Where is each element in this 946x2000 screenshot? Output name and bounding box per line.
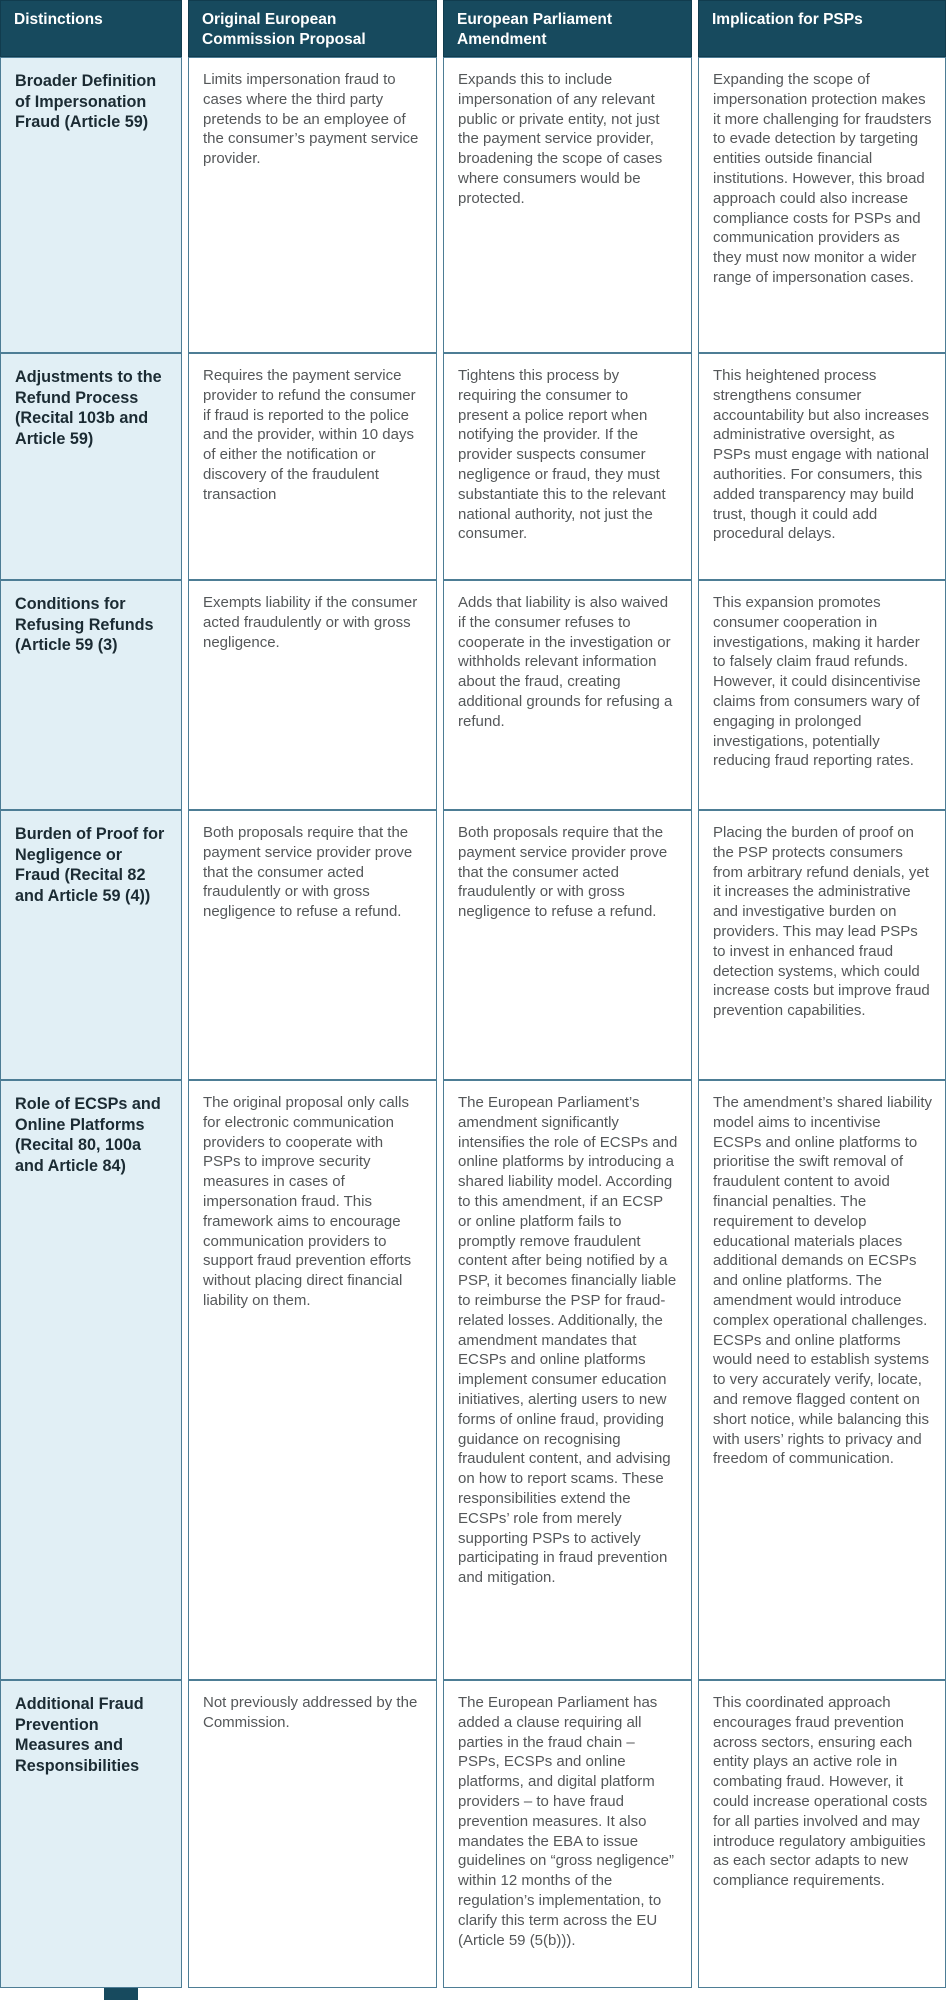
cell-parliament-refusing-refunds: Adds that liability is also waived if the consumer refuses to cooperate in the investigation or withholds relevant information about the fraud, creating additional grounds for refusing a refund. (443, 580, 692, 810)
row-label-additional-fraud-prevention: Additional Fraud Prevention Measures and Responsibilities (0, 1680, 182, 1988)
cell-implication-additional-fraud-prevention: This coordinated approach encourages fraud prevention across sectors, ensuring each entity plays an active role in combating fraud. However, it could increase operational costs for all parties involved and may introduce regulatory ambiguities as each sector adapts to new compliance requirements. (698, 1680, 946, 1988)
column-header-distinctions: Distinctions (0, 0, 182, 57)
row-label-refund-process: Adjustments to the Refund Process (Recital 103b and Article 59) (0, 353, 182, 580)
cell-implication-burden-of-proof: Placing the burden of proof on the PSP protects consumers from arbitrary refund denials, yet it increases the administrative and investigative burden on providers. This may lead PSPs to invest in enhanced fraud detection systems, which could increase costs but improve fraud prevention capabilities. (698, 810, 946, 1080)
column-header-parliament-amendment: European Parliament Amendment (443, 0, 692, 57)
cell-commission-additional-fraud-prevention: Not previously addressed by the Commission. (188, 1680, 437, 1988)
cell-parliament-burden-of-proof: Both proposals require that the payment service provider prove that the consumer acted fraudulently or with gross negligence to refuse a refund. (443, 810, 692, 1080)
cell-commission-refund-process: Requires the payment service provider to refund the consumer if fraud is reported to the police and the provider, within 10 days of either the notification or discovery of the fraudulent transaction (188, 353, 437, 580)
column-header-commission-proposal: Original European Commission Proposal (188, 0, 437, 57)
cell-implication-broader-definition: Expanding the scope of impersonation protection makes it more challenging for fraudsters to evade detection by targeting entities outside financial institutions. However, this broad approach could also increase compliance costs for PSPs and communication providers as they must now monitor a wider range of impersonation cases. (698, 57, 946, 353)
cell-implication-refusing-refunds: This expansion promotes consumer cooperation in investigations, making it harder to falsely claim fraud refunds. However, it could disincentivise claims from consumers wary of engaging in prolonged investigations, potentially reducing fraud reporting rates. (698, 580, 946, 810)
cell-parliament-broader-definition: Expands this to include impersonation of any relevant public or private entity, not just the payment service provider, broadening the scope of cases where consumers would be protected. (443, 57, 692, 353)
column-header-implication-psps: Implication for PSPs (698, 0, 946, 57)
cell-parliament-additional-fraud-prevention: The European Parliament has added a clause requiring all parties in the fraud chain – PSPs, ECSPs and online platforms, and digital platform providers – to have fraud prevention measures. It also mandates the EBA to issue guidelines on “gross negligence” within 12 months of the regulation’s implementation, to clarify this term across the EU (Article 59 (5(b))). (443, 1680, 692, 1988)
cell-parliament-ecsps-online-platforms: The European Parliament’s amendment significantly intensifies the role of ECSPs and online platforms by introducing a shared liability model. According to this amendment, if an ECSP or online platform fails to promptly remove fraudulent content after being notified by a PSP, it becomes financially liable to reimburse the PSP for fraud-related losses. Additionally, the amendment mandates that ECSPs and online platforms implement consumer education initiatives, alerting users to new forms of online fraud, providing guidance on recognising fraudulent content, and advising on how to report scams. These responsibilities extend the ECSPs’ role from merely supporting PSPs to actively participating in fraud prevention and mitigation. (443, 1080, 692, 1680)
cell-parliament-refund-process: Tightens this process by requiring the consumer to present a police report when notifying the provider. If the provider suspects consumer negligence or fraud, they must substantiate this to the relevant national authority, not just the consumer. (443, 353, 692, 580)
cell-commission-refusing-refunds: Exempts liability if the consumer acted fraudulently or with gross negligence. (188, 580, 437, 810)
cell-commission-burden-of-proof: Both proposals require that the payment service provider prove that the consumer acted fraudulently or with gross negligence to refuse a refund. (188, 810, 437, 1080)
cell-commission-ecsps-online-platforms: The original proposal only calls for electronic communication providers to cooperate with PSPs to improve security measures in cases of impersonation fraud. This framework aims to encourage communication providers to support fraud prevention efforts without placing direct financial liability on them. (188, 1080, 437, 1680)
row-label-refusing-refunds: Conditions for Refusing Refunds (Article 59 (3) (0, 580, 182, 810)
cell-implication-ecsps-online-platforms: The amendment’s shared liability model aims to incentivise ECSPs and online platforms to prioritise the swift removal of fraudulent content to avoid financial penalties. The requirement to develop educational materials places additional demands on ECSPs and online platforms. The amendment would introduce complex operational challenges. ECSPs and online platforms would need to establish systems to very accurately verify, locate, and remove flagged content on short notice, while balancing this with users’ rights to privacy and freedom of communication. (698, 1080, 946, 1680)
cell-commission-broader-definition: Limits impersonation fraud to cases where the third party pretends to be an employee of the consumer’s payment service provider. (188, 57, 437, 353)
row-label-burden-of-proof: Burden of Proof for Negligence or Fraud (Recital 82 and Article 59 (4)) (0, 810, 182, 1080)
row-label-ecsps-online-platforms: Role of ECSPs and Online Platforms (Recital 80, 100a and Article 84) (0, 1080, 182, 1680)
cell-implication-refund-process: This heightened process strengthens consumer accountability but also increases administrative oversight, as PSPs must engage with national authorities. For consumers, this added transparency may build trust, though it could add procedural delays. (698, 353, 946, 580)
cutoff-next-table-fragment (104, 1988, 138, 2000)
row-label-broader-definition: Broader Definition of Impersonation Fraud (Article 59) (0, 57, 182, 353)
